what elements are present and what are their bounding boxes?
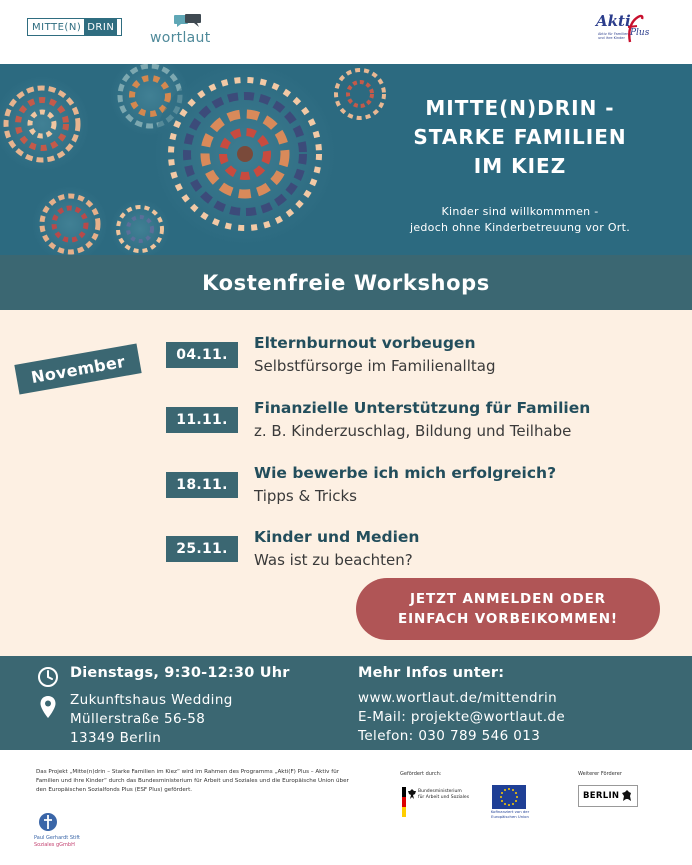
register-cta-button[interactable] — [356, 578, 660, 640]
additional-funder-label: Weiterer Förderer — [578, 771, 622, 777]
mittendrin-logo — [27, 18, 122, 36]
more-info-heading: Mehr Infos unter: — [358, 665, 505, 681]
bmas-text — [418, 789, 469, 800]
website-link[interactable]: www.wortlaut.de/mittendrin — [358, 690, 558, 706]
mittendrin-logo-part2: DRIN — [84, 19, 117, 35]
speech-bubbles-icon — [174, 14, 204, 28]
workshop-subtitle: z. B. Kinderzuschlag, Bildung und Teilhabe — [254, 422, 572, 440]
aktif-logo-tagline: Aktiv für Familien und ihre Kinder — [598, 32, 629, 40]
hero-banner — [0, 64, 692, 255]
workshop-date: 04.11. — [166, 342, 238, 368]
hero-subtitle-line-2: jedoch ohne Kinderbetreuung vor Ort. — [409, 221, 631, 234]
pgs-logo-icon — [38, 812, 58, 834]
aktif-logo-plus: Plus — [630, 28, 650, 38]
workshop-subtitle: Selbstfürsorge im Familienalltag — [254, 357, 496, 375]
month-label: November — [29, 351, 127, 387]
hero-subtitle-line-1: Kinder sind willkommmen - — [441, 205, 599, 218]
hero-title — [380, 94, 660, 181]
workshop-title: Elternburnout vorbeugen — [254, 334, 476, 352]
workshop-date: 18.11. — [166, 472, 238, 498]
german-flag-icon — [402, 787, 406, 817]
workshop-schedule — [0, 310, 692, 656]
workshop-title: Finanzielle Unterstützung für Familien — [254, 399, 591, 417]
venue-address — [70, 691, 233, 748]
hero-title-line-1: MITTE(N)DRIN - — [425, 96, 615, 120]
workshop-subtitle: Was ist zu beachten? — [254, 551, 413, 569]
register-cta-line-2: EINFACH VORBEIKOMMEN! — [398, 611, 618, 627]
berlin-logo-text: BERLIN — [583, 791, 620, 801]
location-pin-icon — [39, 695, 57, 719]
people-circles-illustration — [0, 64, 390, 255]
aktif-logo-word: Akti — [596, 12, 631, 30]
wortlaut-logo — [150, 14, 210, 44]
workshop-item — [164, 464, 684, 514]
register-cta-line-1: JETZT ANMELDEN ODER — [410, 591, 606, 607]
berlin-bear-icon — [619, 788, 635, 804]
workshop-item — [164, 399, 684, 449]
federal-eagle-icon — [408, 789, 416, 799]
wortlaut-logo-text: wortlaut — [150, 30, 211, 46]
workshop-item — [164, 334, 684, 384]
month-tag — [14, 343, 141, 394]
aktif-plus-logo — [596, 12, 656, 48]
pgs-subname: Soziales gGmbH — [34, 842, 75, 848]
eu-flag-icon — [492, 785, 526, 809]
contact-info — [358, 689, 565, 746]
workshop-subtitle: Tipps & Tricks — [254, 487, 358, 505]
berlin-logo — [578, 785, 638, 807]
address-line-1: Zukunftshaus Wedding — [70, 692, 233, 708]
workshop-date: 25.11. — [166, 536, 238, 562]
funded-by-label: Gefördert durch: — [400, 771, 442, 777]
eu-cofunded-text: Kofinanziert von der Europäischen Union — [490, 809, 530, 819]
workshop-date: 11.11. — [166, 407, 238, 433]
workshop-title: Wie bewerbe ich mich erfolgreich? — [254, 464, 557, 482]
bmas-line-2: für Arbeit und Soziales — [418, 794, 470, 800]
address-line-3: 13349 Berlin — [70, 730, 162, 746]
clock-icon — [37, 666, 59, 688]
logo-bar — [0, 0, 692, 64]
workshops-header-band — [0, 255, 692, 310]
workshop-item — [164, 528, 684, 578]
hero-subtitle — [380, 204, 660, 236]
address-line-2: Müllerstraße 56-58 — [70, 711, 206, 727]
email-contact[interactable]: E-Mail: projekte@wortlaut.de — [358, 709, 566, 725]
pgs-name: Paul Gerhardt Stift — [34, 835, 81, 841]
hero-title-line-2: STARKE FAMILIEN — [413, 125, 627, 149]
mittendrin-logo-part1: MITTE(N) — [32, 21, 82, 33]
bmas-logo — [400, 785, 476, 817]
workshop-title: Kinder und Medien — [254, 528, 420, 546]
funding-notice: Das Projekt „Mitte(n)drin – Starke Familien im Kiez“ wird im Rahmen des Programms „Akti(F) Plus – Aktiv für Familien und ihre Kinder“ durch das Bundesministerium für Arbeit und Soziales und die Europäische Union über den Europäischen Sozialfonds Plus (ESF Plus) gefördert. — [36, 769, 349, 793]
paul-gerhardt-stift-logo — [34, 812, 94, 856]
schedule-time: Dienstags, 9:30-12:30 Uhr — [70, 665, 290, 681]
bmas-line-1: Bundesministerium — [418, 789, 462, 794]
workshops-heading: Kostenfreie Workshops — [202, 270, 490, 295]
phone-contact: Telefon: 030 789 546 013 — [358, 728, 541, 744]
info-band — [0, 656, 692, 750]
hero-title-line-3: IM KIEZ — [473, 154, 567, 178]
